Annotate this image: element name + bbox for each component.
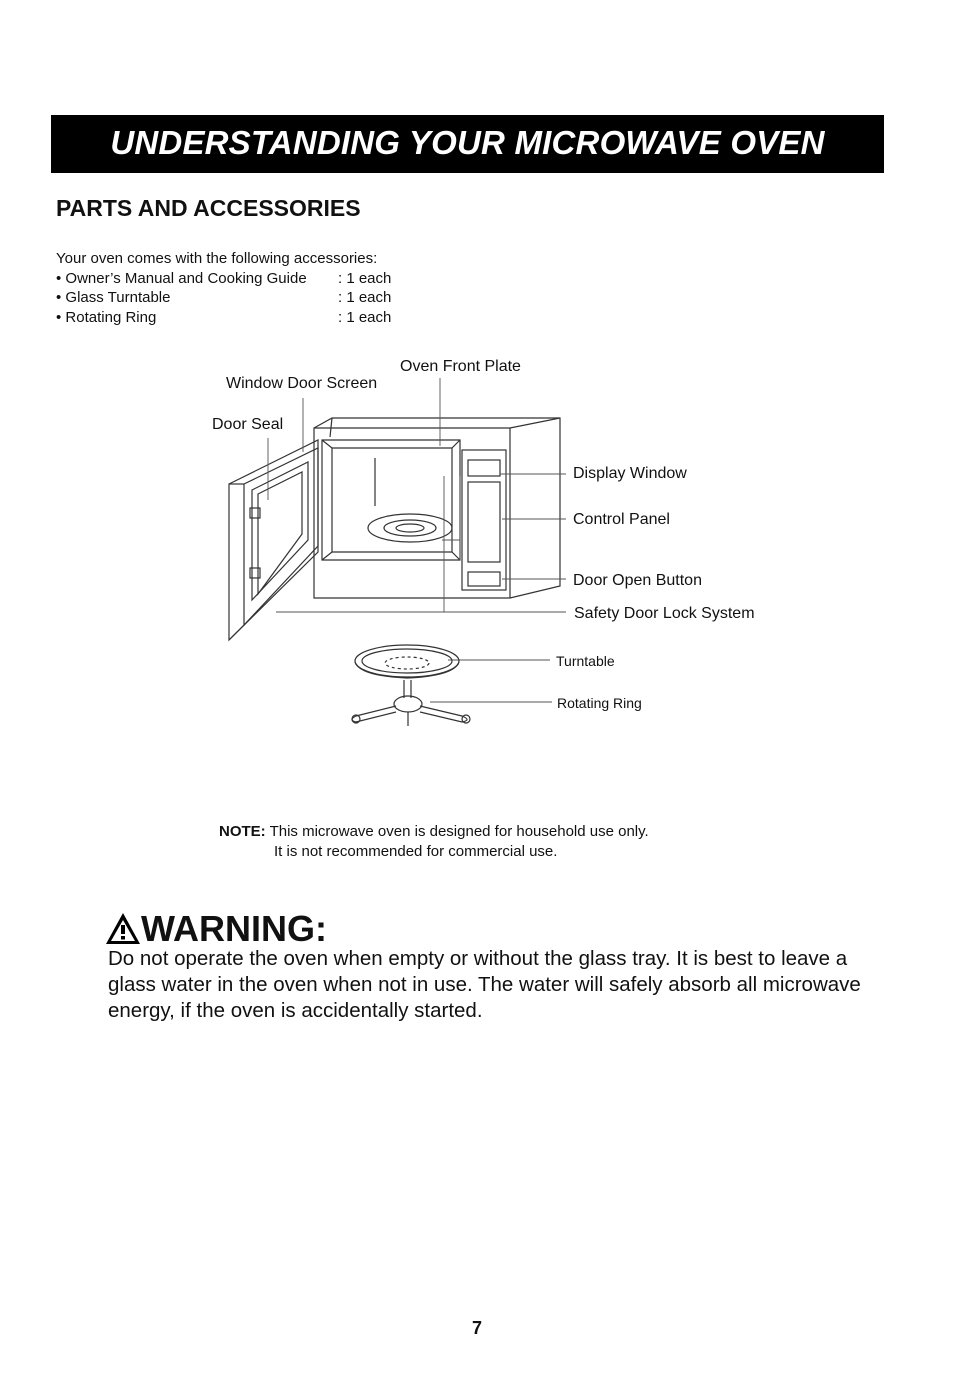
- note: [219, 822, 649, 861]
- control-panel-drawing: [462, 450, 506, 590]
- label-control-panel: Control Panel: [573, 511, 670, 528]
- label-rotating-ring: Rotating Ring: [557, 695, 642, 711]
- door-open-button-drawing: [468, 572, 500, 586]
- accessories-lead: Your oven comes with the following accessories:: [56, 250, 378, 267]
- display-window-drawing: [468, 460, 500, 476]
- label-window-door-screen: Window Door Screen: [226, 375, 378, 392]
- warning-heading: [105, 908, 327, 950]
- warning-title: WARNING:: [141, 908, 327, 949]
- note-line-1: This microwave oven is designed for household use only.: [269, 823, 649, 840]
- accessory-qty: : 1 each: [338, 289, 392, 306]
- turntable-drawing: [355, 645, 459, 678]
- label-turntable: Turntable: [556, 653, 615, 669]
- oven-cavity: [322, 440, 460, 560]
- oven-body-drawing: [229, 418, 560, 640]
- page-title: UNDERSTANDING YOUR MICROWAVE OVEN: [110, 124, 825, 161]
- label-safety-door-lock: Safety Door Lock System: [574, 605, 755, 622]
- section-heading: PARTS AND ACCESSORIES: [56, 195, 361, 221]
- accessory-name: • Glass Turntable: [56, 289, 171, 306]
- note-label: NOTE:: [219, 823, 266, 840]
- label-door-open-button: Door Open Button: [573, 572, 702, 589]
- note-line-2: It is not recommended for commercial use.: [274, 842, 558, 860]
- rotating-ring-drawing: [352, 680, 470, 726]
- accessory-name: • Owner’s Manual and Cooking Guide: [56, 269, 307, 287]
- callout-lines: [268, 378, 566, 702]
- oven-cabinet: [314, 418, 560, 598]
- label-oven-front-plate: Oven Front Plate: [400, 358, 521, 375]
- label-door-seal: Door Seal: [212, 416, 284, 433]
- accessory-qty: : 1 each: [338, 269, 392, 287]
- warning-triangle-icon: [105, 912, 141, 946]
- accessory-name: • Rotating Ring: [56, 308, 157, 326]
- label-display-window: Display Window: [573, 465, 687, 482]
- page-number: 7: [471, 1318, 482, 1338]
- accessory-qty: : 1 each: [338, 308, 392, 326]
- warning-body: Do not operate the oven when empty or without the glass tray. It is best to leave a glass water in the oven when not in use. The water will safely absorb all microwave energy, if the oven is accidentally started.: [108, 947, 861, 1022]
